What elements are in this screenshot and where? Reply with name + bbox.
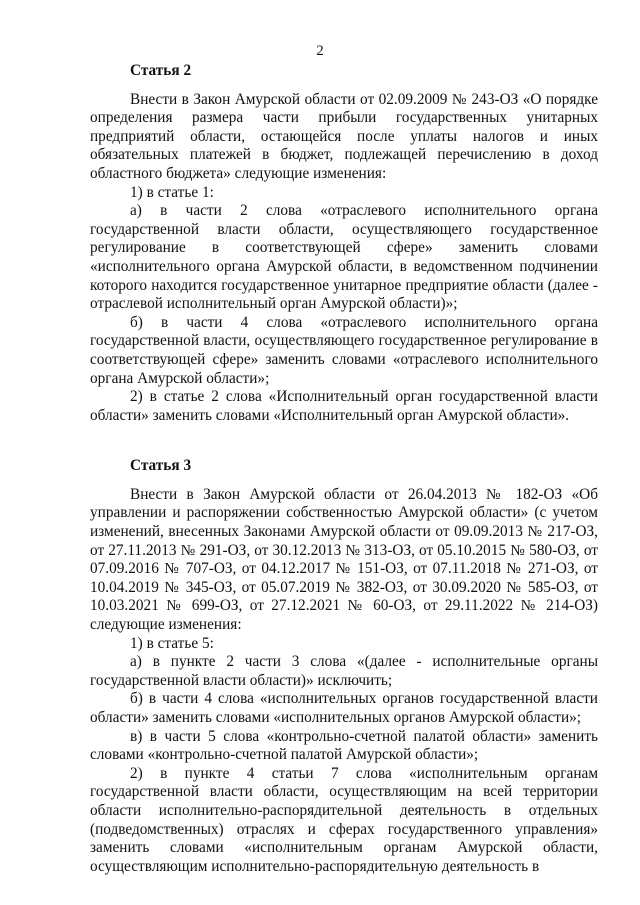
article-3-paragraph: Внести в Закон Амурской области от 26.04.2013 № 182-ОЗ «Об управлении и распоряжении собственностью Амурской области» (с учетом изменений, внесенных Законами Амурской области от 09.09.2013 № 217-ОЗ, от 27.11.2013 № 291-ОЗ, от 30.12.2013 № 313-ОЗ, от 05.10.2015 № 580-ОЗ, от 07.09.2016 № 707-ОЗ, от 04.12.2017 № 151-ОЗ, от 07.11.2018 № 271-ОЗ, от 10.04.2019 № 345-ОЗ, от 05.07.2019 № 382-ОЗ, от 30.09.2020 № 585-ОЗ, от 10.03.2021 № 699-ОЗ, от 27.12.2021 № 60-ОЗ, от 29.11.2022 № 214-ОЗ) следующие изменения: bbox=[90, 485, 598, 634]
article-2-paragraph: б) в части 4 слова «отраслевого исполнительного органа государственной власти, осуществляющего государственное регулирование в соответствующей сфере» заменить словами «отраслевого исполнительного органа Амурской области»; bbox=[90, 313, 598, 387]
document-body bbox=[90, 62, 598, 876]
article-2-paragraph: а) в части 2 слова «отраслевого исполнительного органа государственной власти области, осуществляющего государственное регулирование в соответствующей сфере» заменить словами «исполнительного органа Амурской области, в ведомственном подчинении которого находится государственное унитарное предприятие области (далее - отраслевой исполнительный орган Амурской области)»; bbox=[90, 202, 598, 313]
article-3-heading: Статья 3 bbox=[130, 457, 192, 475]
article-3-paragraph: а) в пункте 2 части 3 слова «(далее - исполнительные органы государственной власти области)» исключить; bbox=[90, 653, 598, 689]
page-number: 2 bbox=[316, 43, 324, 59]
article-2-paragraph: 2) в статье 2 слова «Исполнительный орган государственной власти области» заменить словами «Исполнительный орган Амурской области». bbox=[90, 388, 598, 424]
article-3-paragraph: 1) в статье 5: bbox=[130, 634, 214, 652]
article-2-paragraph: 1) в статье 1: bbox=[130, 183, 214, 201]
article-3-paragraph: в) в части 5 слова «контрольно-счетной палатой области» заменить словами «контрольно-счетной палатой Амурской области»; bbox=[90, 727, 598, 764]
article-3-paragraph: 2) в пункте 4 статьи 7 слова «исполнительным органам государственной власти области, осуществляющим на всей территории области исполнительно-распорядительной деятельность в отдельных (подведомственных) отраслях и сферах государственного управления» заменить словами «исполнительным органам Амурской области, осуществляющим исполнительно-распорядительную деятельность в bbox=[90, 764, 598, 875]
article-2-paragraph: Внести в Закон Амурской области от 02.09.2009 № 243-ОЗ «О порядке определения размера части прибыли государственных унитарных предприятий области, остающейся после уплаты налогов и иных обязательных платежей в бюджет, подлежащей перечислению в доход областного бюджета» следующие изменения: bbox=[90, 90, 598, 182]
article-3-paragraph: б) в части 4 слова «исполнительных органов государственной власти области» заменить словами «исполнительных органов Амурской области»; bbox=[90, 690, 598, 726]
article-2-heading: Статья 2 bbox=[130, 62, 192, 79]
